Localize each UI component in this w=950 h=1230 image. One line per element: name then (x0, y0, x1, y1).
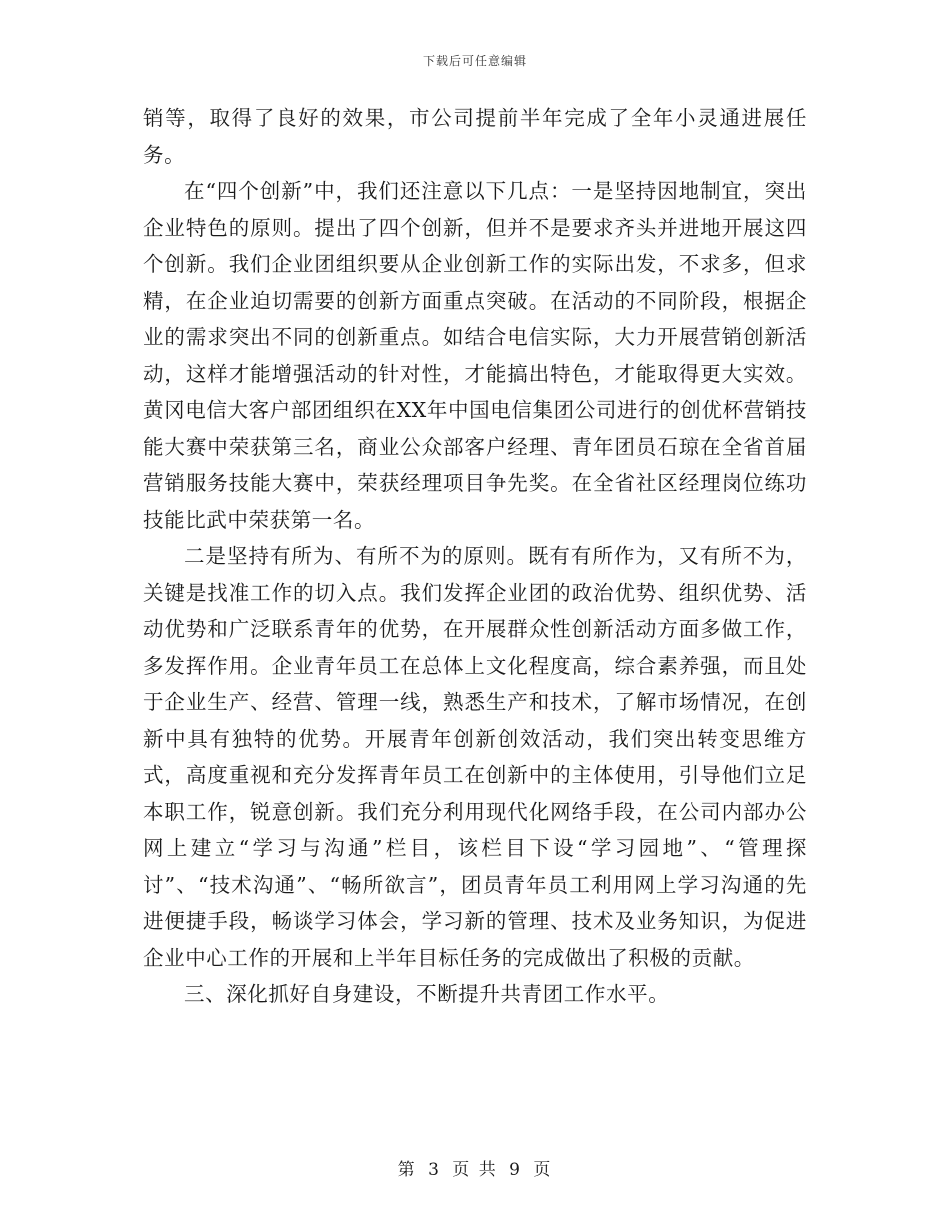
paragraph-section-three-heading: 三、深化抓好自身建设，不断提升共青团工作水平。 (184, 982, 670, 1006)
header-note: 下载后可任意编辑 (422, 54, 527, 68)
page-footer (0, 1155, 950, 1180)
footer-suffix: 页 (533, 1160, 553, 1180)
document-body (143, 100, 807, 1013)
footer-total-pages: 9 (509, 1160, 522, 1180)
paragraph-continuation: 销等，取得了良好的效果，市公司提前半年完成了全年小灵通进展任务。 (143, 106, 807, 167)
footer-middle: 页 共 (452, 1160, 498, 1180)
paragraph-four-innovations: 在“四个创新”中，我们还注意以下几点：一是坚持因地制宜，突出企业特色的原则。提出了四个创新，但并不是要求齐头并进地开展这四个创新。我们企业团组织要从企业创新工作的实际出发，不求多，但求精，在企业迫切需要的创新方面重点突破。在活动的不同阶段，根据企业的需求突出不同的创新重点。如结合电信实际，大力开展营销创新活动，这样才能增强活动的针对性，才能搞出特色，才能取得更大实效。黄冈电信大客户部团组织在XX年中国电信集团公司进行的创优杯营销技能大赛中荣获第三名，商业公众部客户经理、青年团员石琼在全省首届营销服务技能大赛中，荣获经理项目争先奖。在全省社区经理岗位练功技能比武中荣获第一名。 (143, 179, 807, 532)
paragraph-principle-two: 二是坚持有所为、有所不为的原则。既有有所作为，又有所不为，关键是找准工作的切入点。我们发挥企业团的政治优势、组织优势、活动优势和广泛联系青年的优势，在开展群众性创新活动方面多做工作，多发挥作用。企业青年员工在总体上文化程度高，综合素养强，而且处于企业生产、经营、管理一线，熟悉生产和技术，了解市场情况，在创新中具有独特的优势。开展青年创新创效活动，我们突出转变思维方式，高度重视和充分发挥青年员工在创新中的主体使用，引导他们立足本职工作，锐意创新。我们充分利用现代化网络手段，在公司内部办公网上建立“学习与沟通”栏目，该栏目下设“学习园地”、“管理探讨”、“技术沟通”、“畅所欲言”，团员青年员工利用网上学习沟通的先进便捷手段，畅谈学习体会，学习新的管理、技术及业务知识，为促进企业中心工作的开展和上半年目标任务的完成做出了积极的贡献。 (143, 544, 807, 970)
footer-prefix: 第 (397, 1160, 417, 1180)
footer-current-page: 3 (428, 1160, 441, 1180)
